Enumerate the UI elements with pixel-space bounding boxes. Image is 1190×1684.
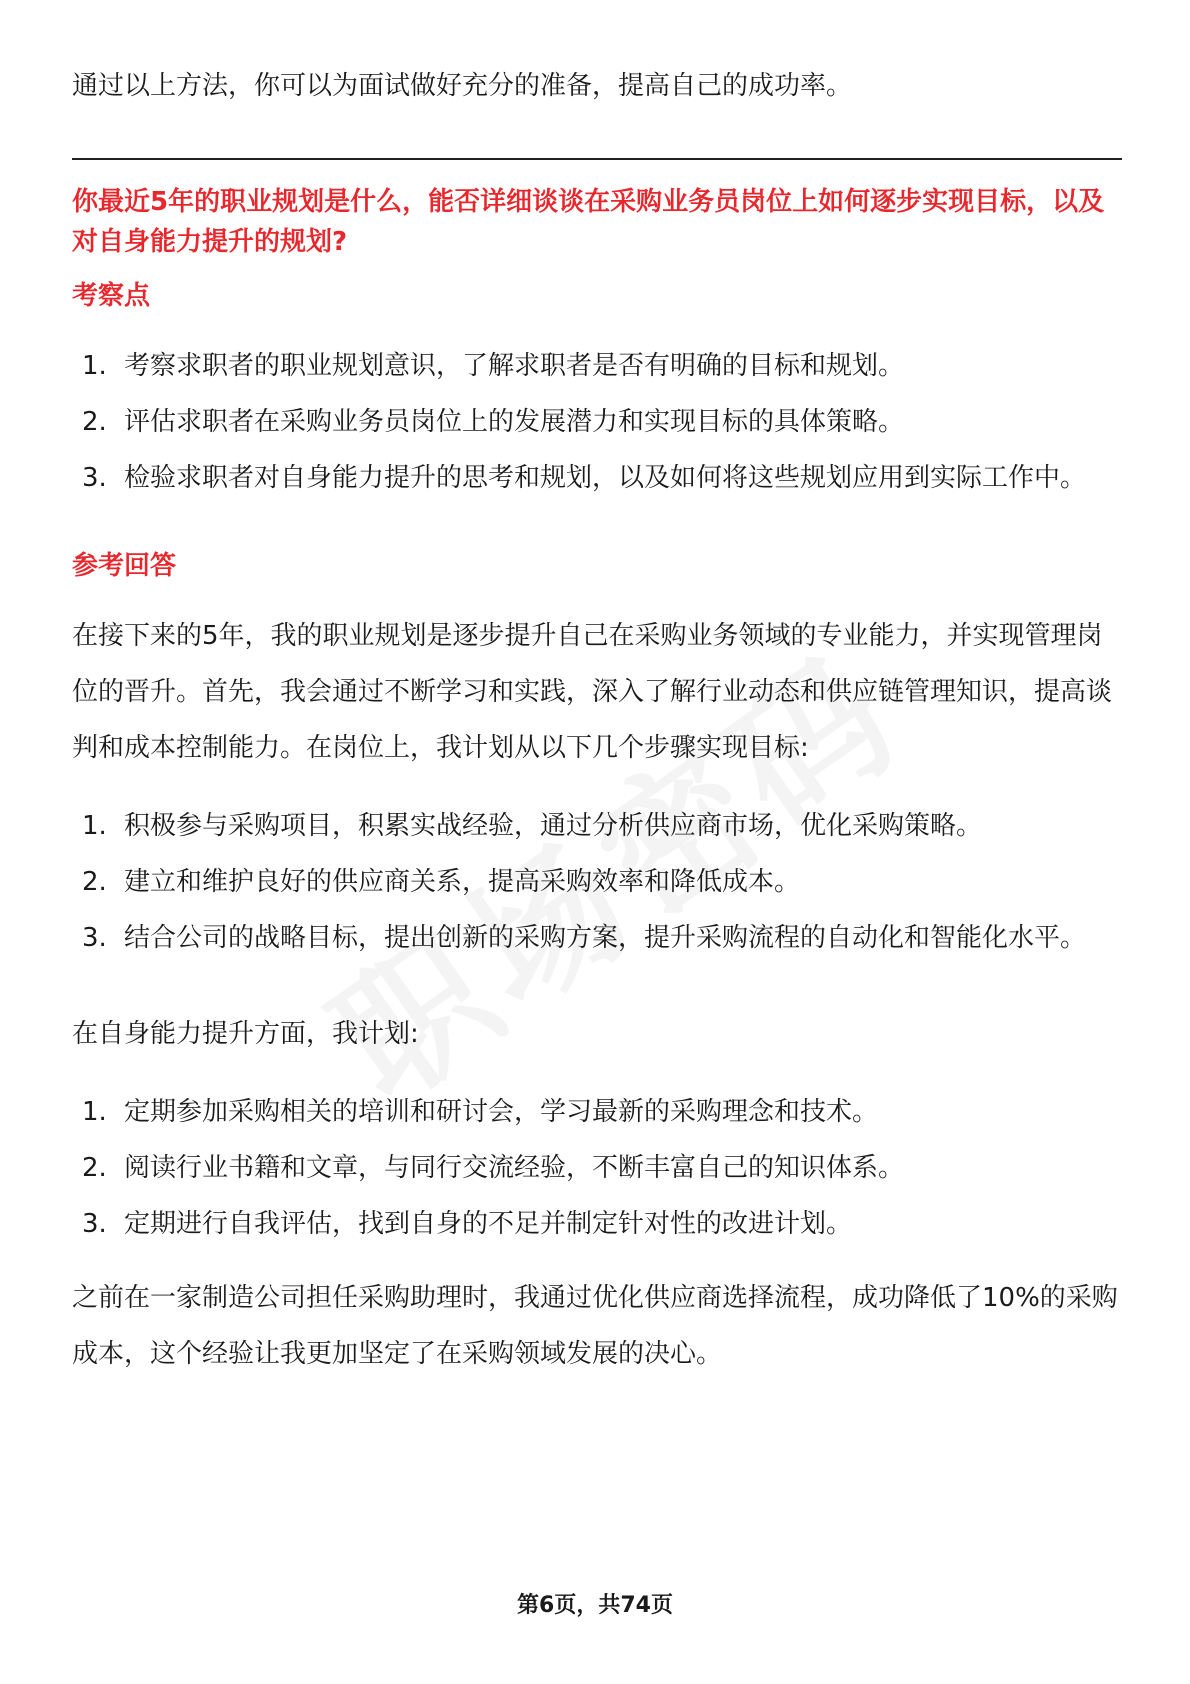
reference-answer-heading: 参考回答 <box>72 551 177 581</box>
list-item <box>72 338 1122 394</box>
interview-question: 你最近5年的职业规划是什么，能否详细谈谈在采购业务员岗位上如何逐步实现目标，以及对自身能力提升的规划? <box>72 187 1105 257</box>
answer-paragraph-2: 在自身能力提升方面，我计划: <box>72 1019 419 1049</box>
list-text: 阅读行业书籍和文章，与同行交流经验，不断丰富自己的知识体系。 <box>124 1153 905 1183</box>
list-number: 2. <box>82 1153 107 1183</box>
answer-paragraph-1: 在接下来的5年，我的职业规划是逐步提升自己在采购业务领域的专业能力，并实现管理岗位的晋升。首先，我会通过不断学习和实践，深入了解行业动态和供应链管理知识，提高谈判和成本控制能力。在岗位上，我计划从以下几个步骤实现目标: <box>72 621 1113 763</box>
list-number: 1. <box>82 351 107 381</box>
list-text: 定期参加采购相关的培训和研讨会，学习最新的采购理念和技术。 <box>124 1097 879 1127</box>
exam-points-heading: 考察点 <box>72 281 151 311</box>
page-footer: 第6页，共74页 <box>517 1593 673 1618</box>
list-text: 建立和维护良好的供应商关系，提高采购效率和降低成本。 <box>124 867 801 897</box>
intro-closing-paragraph: 通过以上方法，你可以为面试做好充分的准备，提高自己的成功率。 <box>72 71 853 101</box>
list-item <box>72 798 1122 854</box>
page-content <box>72 58 1122 1382</box>
list-text: 考察求职者的职业规划意识，了解求职者是否有明确的目标和规划。 <box>124 351 905 381</box>
list-number: 2. <box>82 867 107 897</box>
list-item <box>72 1140 1122 1196</box>
list-number: 1. <box>82 1097 107 1127</box>
list-text: 结合公司的战略目标，提出创新的采购方案，提升采购流程的自动化和智能化水平。 <box>124 923 1087 953</box>
list-item <box>72 1196 1122 1252</box>
list-text: 评估求职者在采购业务员岗位上的发展潜力和实现目标的具体策略。 <box>124 407 905 437</box>
list-number: 1. <box>82 811 107 841</box>
list-text: 定期进行自我评估，找到自身的不足并制定针对性的改进计划。 <box>124 1209 853 1239</box>
answer-steps-list <box>72 798 1122 966</box>
list-item <box>72 450 1122 506</box>
list-item <box>72 854 1122 910</box>
ability-plans-list <box>72 1084 1122 1252</box>
section-divider <box>72 158 1122 160</box>
list-item <box>72 1084 1122 1140</box>
list-text: 积极参与采购项目，积累实战经验，通过分析供应商市场，优化采购策略。 <box>124 811 983 841</box>
list-text: 检验求职者对自身能力提升的思考和规划，以及如何将这些规划应用到实际工作中。 <box>124 463 1087 493</box>
list-item <box>72 394 1122 450</box>
list-number: 2. <box>82 407 107 437</box>
list-number: 3. <box>82 923 107 953</box>
list-number: 3. <box>82 463 107 493</box>
list-item <box>72 910 1122 966</box>
answer-paragraph-3: 之前在一家制造公司担任采购助理时，我通过优化供应商选择流程，成功降低了10%的采购成本，这个经验让我更加坚定了在采购领域发展的决心。 <box>72 1283 1118 1369</box>
list-number: 3. <box>82 1209 107 1239</box>
exam-points-list <box>72 338 1122 506</box>
